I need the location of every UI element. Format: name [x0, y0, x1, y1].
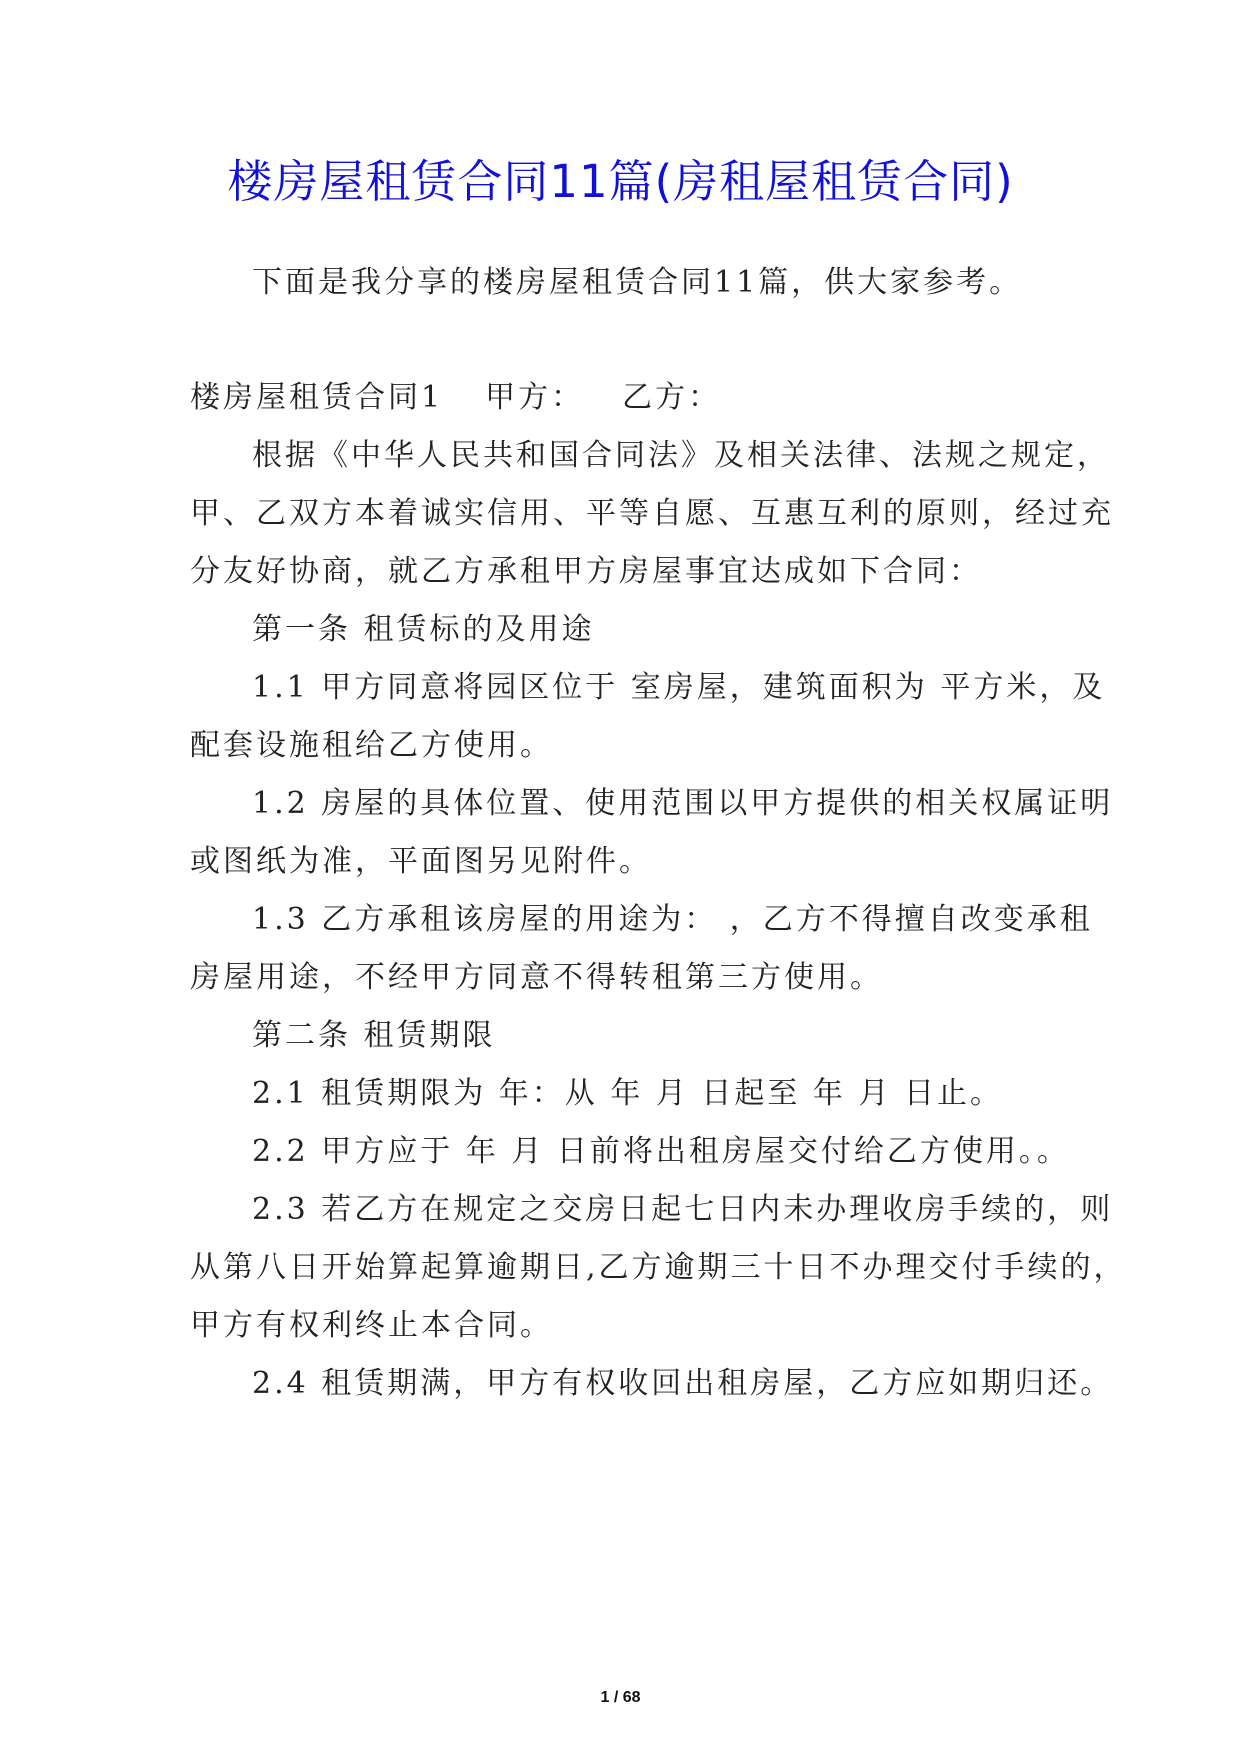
contract-header-line	[190, 378, 721, 418]
body-line: 甲、乙双方本着诚实信用、平等自愿、互惠互利的原则，经过充	[190, 496, 1114, 531]
body-line: 根据《中华人民共和国合同法》及相关法律、法规之规定，	[252, 438, 1110, 473]
body-line: 2.1 租赁期限为 年：从 年 月 日起至 年 月 日止。	[252, 1076, 1003, 1111]
party-a-label: 甲方：	[485, 380, 585, 415]
body-line: 或图纸为准，平面图另见附件。	[190, 844, 652, 879]
section-heading: 第二条 租赁期限	[252, 1018, 496, 1053]
body-line: 配套设施租给乙方使用。	[190, 728, 553, 763]
body-line: 从第八日开始算起算逾期日,乙方逾期三十日不办理交付手续的，	[190, 1250, 1127, 1285]
document-title: 楼房屋租赁合同11篇(房租屋租赁合同)	[227, 155, 1014, 208]
intro-paragraph: 下面是我分享的楼房屋租赁合同11篇，供大家参考。	[252, 265, 1023, 300]
party-b-label: 乙方：	[622, 380, 722, 415]
body-line: 1.1 甲方同意将园区位于 室房屋，建筑面积为 平方米，及	[252, 670, 1106, 705]
page-number: 1 / 68	[600, 1689, 641, 1706]
body-line: 分友好协商，就乙方承租甲方房屋事宜达成如下合同：	[190, 554, 982, 589]
body-line: 1.2 房屋的具体位置、使用范围以甲方提供的相关权属证明	[252, 786, 1114, 821]
body-line: 1.3 乙方承租该房屋的用途为： ，乙方不得擅自改变承租	[252, 902, 1093, 937]
section-heading: 第一条 租赁标的及用途	[252, 612, 595, 647]
body-line: 甲方有权利终止本合同。	[190, 1308, 553, 1343]
contract-label: 楼房屋租赁合同1	[190, 380, 444, 415]
body-line: 2.4 租赁期满，甲方有权收回出租房屋，乙方应如期归还。	[252, 1366, 1114, 1401]
body-line: 2.3 若乙方在规定之交房日起七日内未办理收房手续的，则	[252, 1192, 1114, 1227]
body-line: 2.2 甲方应于 年 月 日前将出租房屋交付给乙方使用。。	[252, 1134, 1070, 1169]
body-line: 房屋用途，不经甲方同意不得转租第三方使用。	[190, 960, 883, 995]
